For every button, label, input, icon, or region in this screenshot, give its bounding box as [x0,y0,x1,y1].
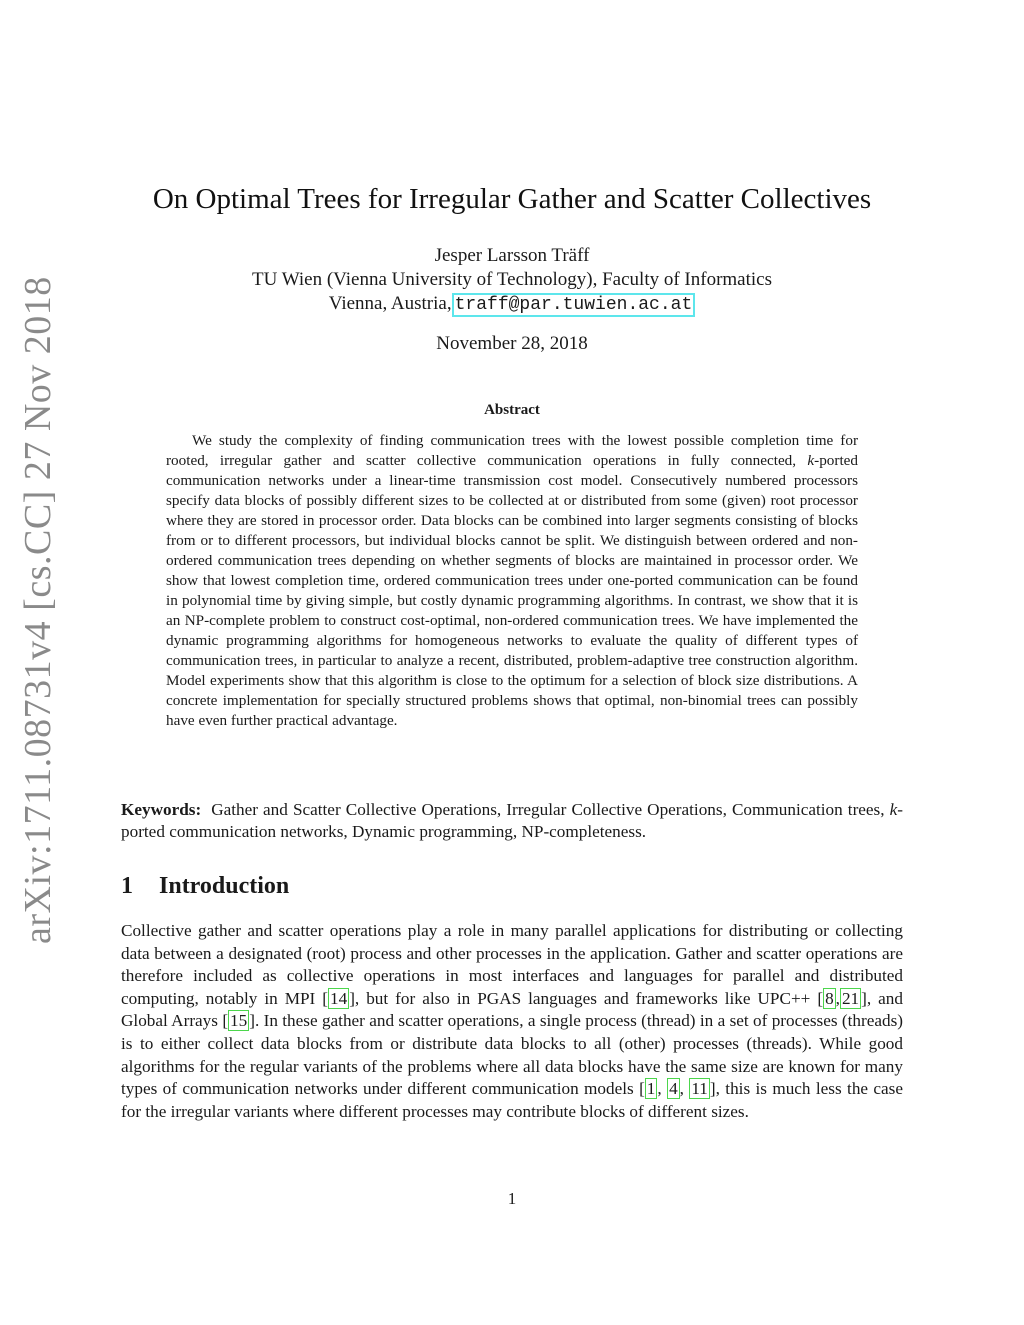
intro-text: , and Global Arrays [121,988,903,1031]
citation-link[interactable]: 15 [230,1011,248,1031]
section-title: Introduction [159,873,290,899]
abstract-text-part: -ported communication networks under a linear-time transmission cost model. Consecutively numbered processors specify data blocks of possibly different sizes to be collected at or distributed from some (given) root processor where they are stored in processor order. Data blocks can be combined into larger segments consisting of blocks from or to different processors, but individual blocks cannot be split. We distinguish between ordered and non-ordered communication trees depending on whether segments of blocks are maintained in processor order. We show that lowest completion time, ordered communication trees under one-ported communication can be found in polynomial time by giving simple, but costly dynamic programming algorithms. In contrast, we show that it is an NP-complete problem to construct cost-optimal, non-ordered communication trees. We have implemented the dynamic programming algorithms for homogeneous networks to evaluate the quality of different types of communication trees, in particular to analyze a recent, distributed, problem-adaptive tree construction algorithm. Model experiments show that this algorithm is close to the optimum for a selection of block size distributions. A concrete implementation for specially structured problems shows that optimal, non-binomial trees can possibly have even further practical advantage. [166,452,858,729]
section-number: 1 [121,873,133,899]
introduction-paragraph: Collective gather and scatter operations play a role in many parallel applications for distributing or collecting data between a designated (root) process and other processes in the application. Gather and scatter operations are therefore included as collective operations in most interfaces and languages for parallel and distributed computing, notably in MPI [ 14 ], but for also in PGAS languages and frameworks like UPC++ [ 8 , 21 ], and Global Arrays [ 15 ]. In these gather and scatter operations, a single process (thread) in a set of processes (threads) is to either collect data blocks from or distribute data blocks to all (other) processes (threads). While good algorithms for the regular variants of the problems where all data blocks have the same size are known for many types of communication networks under different communication models [ 1 , 4 , 11 ], this is much less the case for the irregular variants where different processes may contribute blocks of different sizes. [121,921,903,1121]
keywords-variable-k: k [889,800,898,819]
author-name: Jesper Larsson Träff [434,245,590,266]
intro-text: , this is much less the case for the irregular variants where different processes may contribute blocks of different sizes. [121,1079,903,1121]
page-number: 1 [507,1189,517,1208]
author-affiliation: TU Wien (Vienna University of Technology), Faculty of Informatics [251,269,772,290]
abstract-text [166,431,858,731]
arxiv-identifier: arXiv:1711.08731v4 [cs.CC] 27 Nov 2018 [17,276,59,944]
author-location-line [0,292,1024,317]
keywords-label: Keywords: [121,800,202,819]
citation-link[interactable]: 14 [330,988,348,1008]
abstract-heading: Abstract [484,402,540,418]
section-heading-introduction [121,873,289,900]
citation-link[interactable]: 1 [646,1079,656,1099]
citation-link[interactable]: 4 [669,1079,678,1099]
keywords-text: -ported communication networks, Dynamic programming, NP-completeness. [121,800,903,841]
author-block [0,244,1024,317]
author-email-link[interactable]: traff@par.tuwien.ac.at [452,293,696,317]
abstract-variable-k: k [807,452,815,469]
intro-text: . In these gather and scatter operations, a single process (thread) in a set of processes (threads) is to either collect data blocks from or distribute data blocks to all (other) processes (threads). While good algorithms for the regular variants of the problems where all data blocks have the same size are known for many types of communication networks under different communication models [121,1011,903,1099]
citation-link[interactable]: 21 [841,988,860,1008]
citation-link[interactable]: 8 [825,988,834,1008]
keywords-text: Gather and Scatter Collective Operations, Irregular Collective Operations, Communication trees, [211,800,890,819]
author-location: Vienna, Austria, [328,293,452,314]
abstract-text-part: We study the complexity of finding communication trees with the lowest possible completion time for rooted, irregular gather and scatter collective communication operations in fully connected, [166,432,858,469]
paper-date: November 28, 2018 [436,333,588,354]
paper-title: On Optimal Trees for Irregular Gather and Scatter Collectives [152,183,872,215]
intro-text: Collective gather and scatter operations play a role in many parallel applications for distributing or collecting data between a designated (root) process and other processes in the application. Gather and scatter operations are therefore included as collective operations in most interfaces and languages for parallel and distributed computing, notably in MPI [121,921,903,1008]
intro-text: , but for also in PGAS languages and frameworks like UPC++ [354,988,818,1008]
citation-link[interactable]: 11 [691,1079,708,1099]
keywords-paragraph [121,799,903,843]
